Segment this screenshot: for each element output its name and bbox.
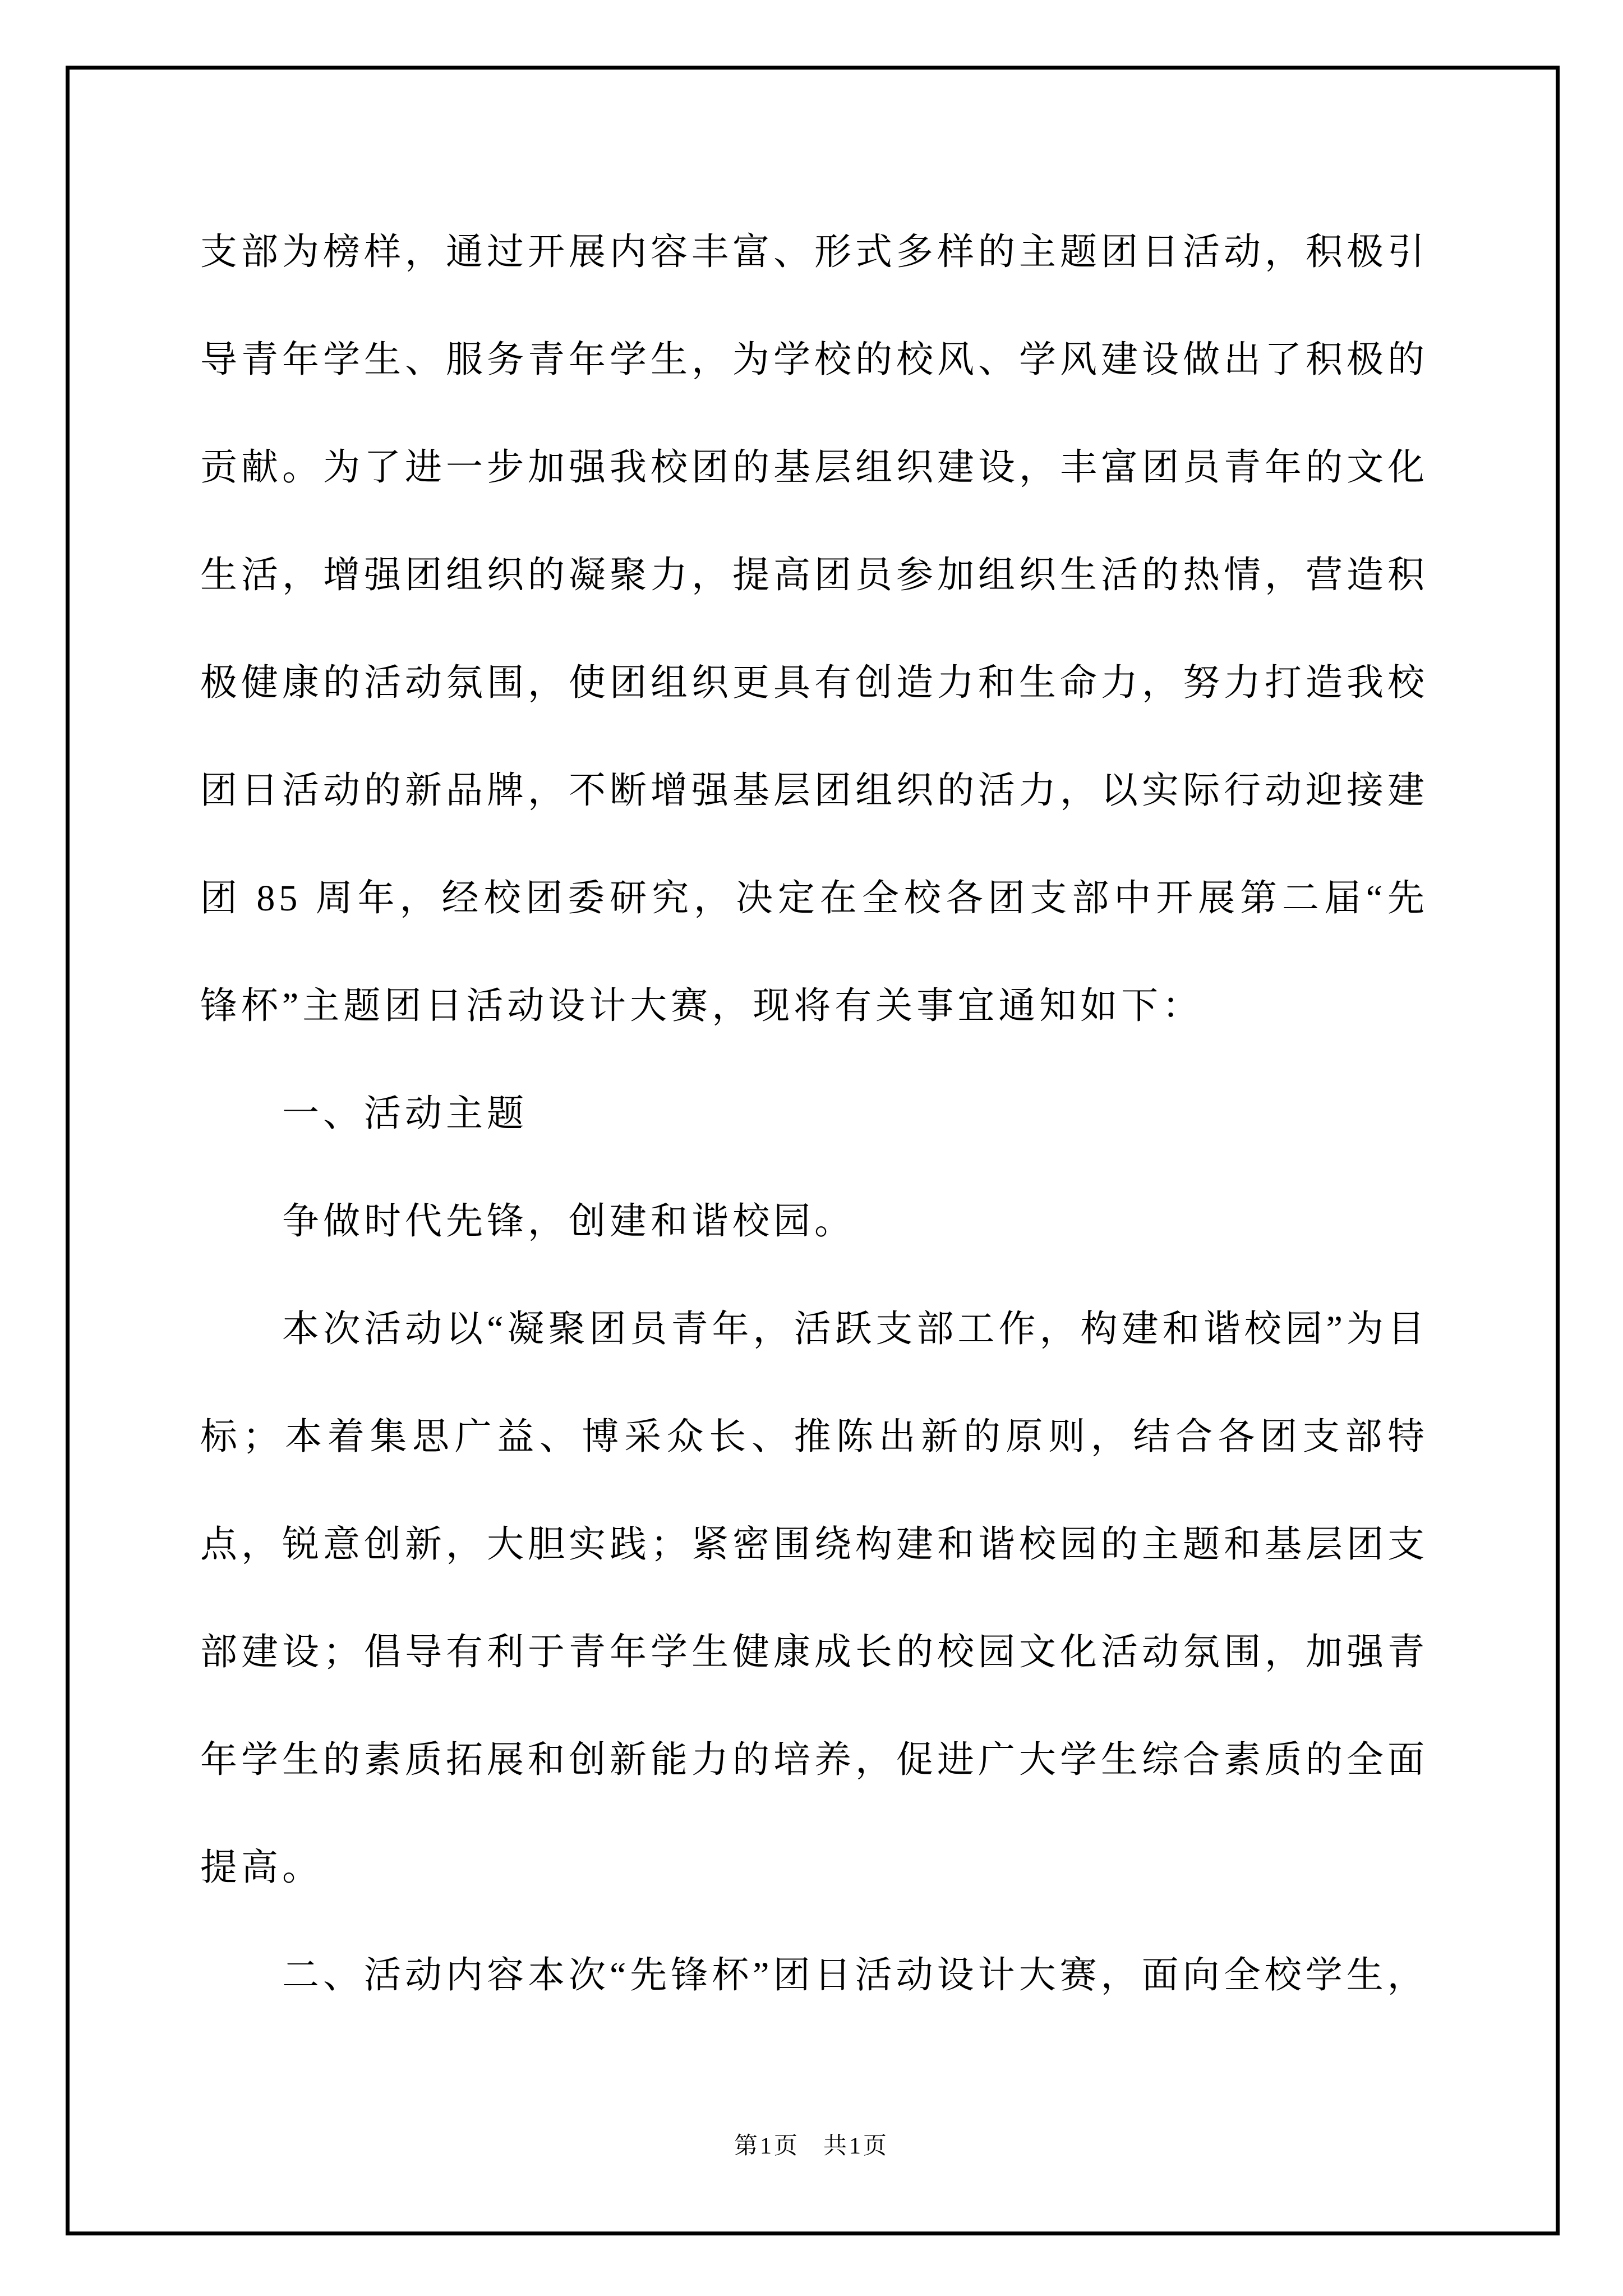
paragraph-activity-goal: 本次活动以“凝聚团员青年，活跃支部工作，构建和谐校园”为目标；本着集思广益、博采众长、推陈出新的原则，结合各团支部特点，锐意创新，大胆实践；紧密围绕构建和谐校园的主题和基层团支部建设；倡导有利于青年学生健康成长的校园文化活动氛围，加强青年学生的素质拓展和创新能力的培养，促进广大学生综合素质的全面提高。: [200, 1309, 1428, 1888]
paragraph-body-continuation: 支部为榜样，通过开展内容丰富、形式多样的主题团日活动，积极引导青年学生、服务青年学生，为学校的校风、学风建设做出了积极的贡献。为了进一步加强我校团的基层组织建设，丰富团员青年的文化生活，增强团组织的凝聚力，提高团员参加组织生活的热情，营造积极健康的活动氛围，使团组织更具有创造力和生命力，努力打造我校团日活动的新品牌，不断增强基层团组织的活力，以实际行动迎接建团 85 周年，经校团委研究，决定在全校各团支部中开展第二届“先锋杯”主题团日活动设计大赛，现将有关事宜通知如下：: [200, 232, 1428, 1027]
paragraph-theme-slogan: 争做时代先锋，创建和谐校园。: [282, 1201, 855, 1242]
page-footer: [0, 2131, 1623, 2162]
paragraph-heading-activity-content: 二、活动内容本次“先锋杯”团日活动设计大赛，面向全校学生，: [282, 1955, 1428, 1996]
page-total-label: 共1页: [823, 2133, 889, 2159]
paragraph-heading-activity-theme: 一、活动主题: [282, 1093, 528, 1134]
document-text-block: [200, 199, 1428, 2030]
page-number-label: 第1页: [734, 2133, 800, 2159]
